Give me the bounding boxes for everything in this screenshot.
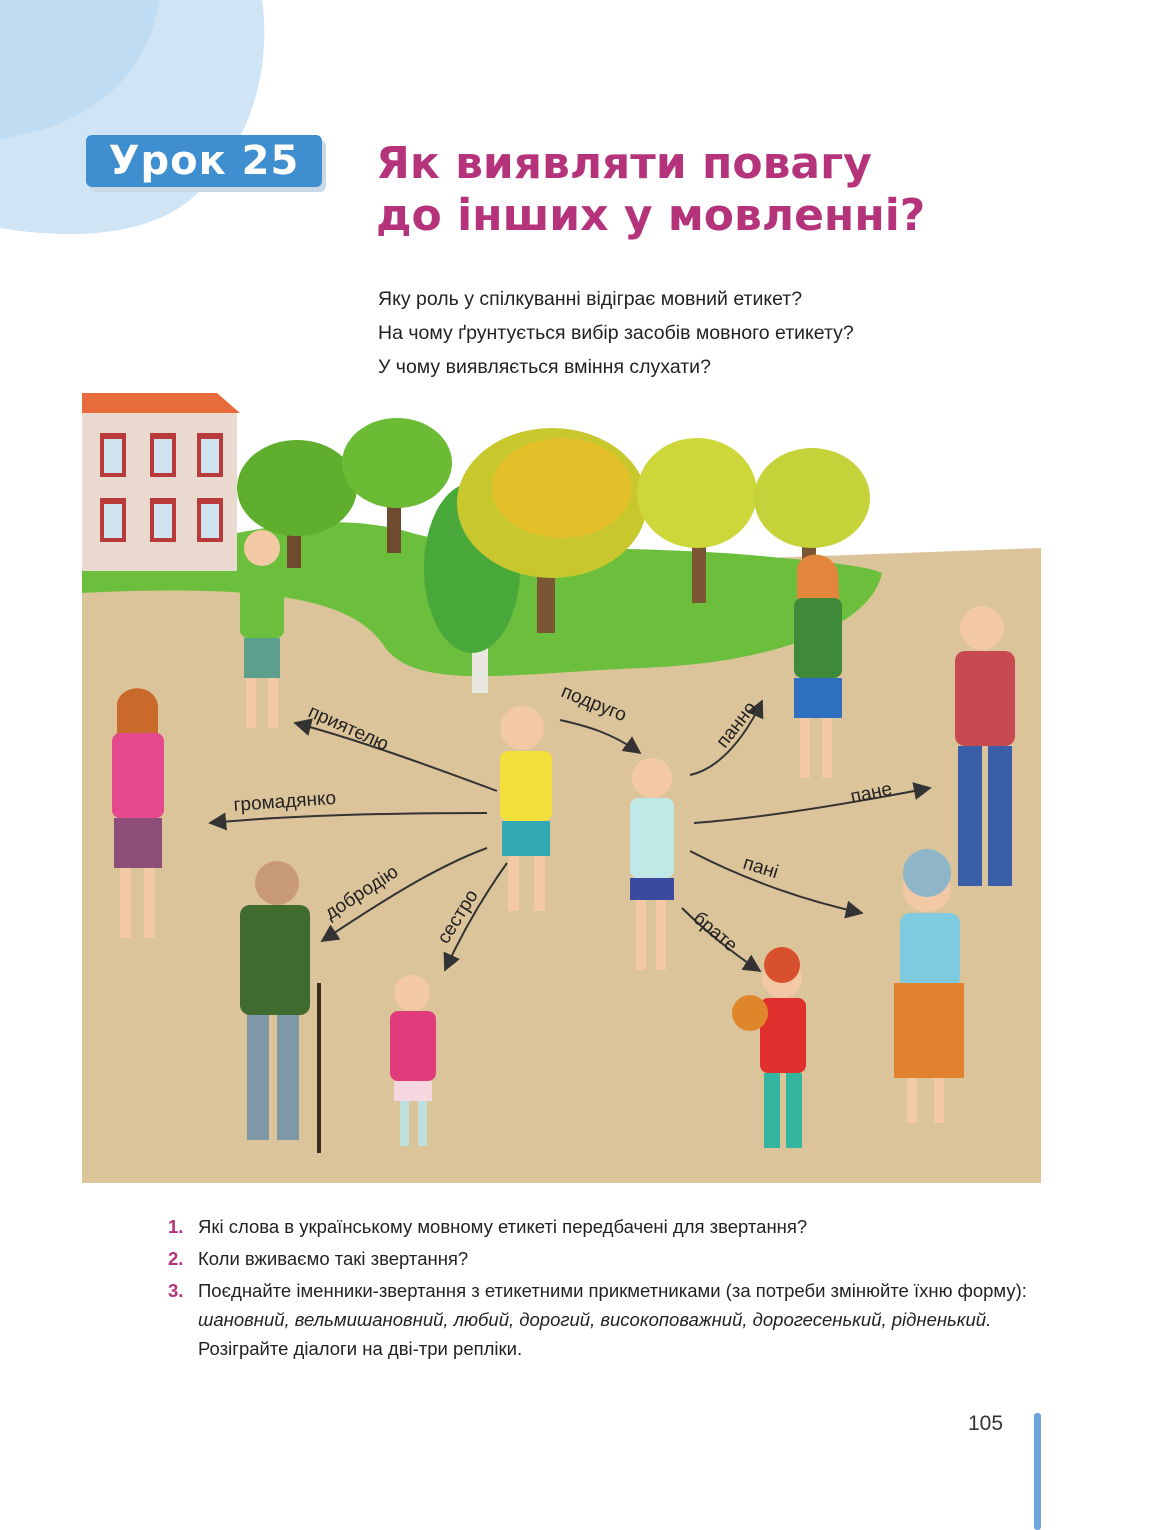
park-illustration (82, 393, 1041, 1183)
title-line-1: Як виявляти повагу (376, 138, 872, 189)
label-sestro: сестро (433, 886, 483, 948)
title-line-2: до інших у мовленні? (376, 190, 926, 241)
intro-question: Яку роль у спілкуванні відіграє мовний етикет? (378, 288, 803, 310)
school-building (82, 393, 240, 571)
task-item (168, 1276, 1048, 1363)
lesson-badge: Урок 25 (86, 135, 322, 187)
task-number: 1. (168, 1216, 184, 1237)
page-edge-bar (1034, 1413, 1041, 1530)
task-text-end: Розіграйте діалоги на дві-три репліки. (198, 1338, 523, 1359)
label-hromadianko: громадянко (232, 787, 337, 816)
task-text: Поєднайте іменники-звертання з етикетними прикметниками (за потреби змінюйте їхню форму): (198, 1280, 1027, 1301)
label-pane: пане (848, 778, 895, 808)
intro-questions (378, 282, 1078, 384)
label-pani: пані (740, 852, 781, 884)
label-brate: брате (688, 907, 742, 957)
task-text: Які слова в українському мовному етикеті передбачені для звертання? (198, 1216, 808, 1237)
label-panno: панно (712, 697, 762, 753)
task-text: Коли вживаємо такі звертання? (198, 1248, 469, 1269)
label-dobrodiiu: добродію (321, 861, 403, 925)
intro-question: На чому ґрунтується вибір засобів мовного етикету? (378, 322, 854, 344)
task-item (168, 1212, 1048, 1241)
task-item (168, 1244, 1048, 1273)
task-number: 2. (168, 1248, 184, 1269)
label-pryiateliu: приятелю (304, 701, 392, 756)
page-title (376, 138, 1076, 242)
label-podruho: подруго (558, 681, 630, 727)
task-list (168, 1212, 1048, 1366)
task-adjectives: шановний, вельмишановний, любий, дорогий, високоповажний, дорогесенький, рідненький. (198, 1309, 992, 1330)
intro-question: У чому виявляється вміння слухати? (378, 356, 711, 378)
corner-decoration (0, 0, 270, 240)
task-number: 3. (168, 1280, 184, 1301)
page-number: 105 (968, 1412, 1004, 1435)
